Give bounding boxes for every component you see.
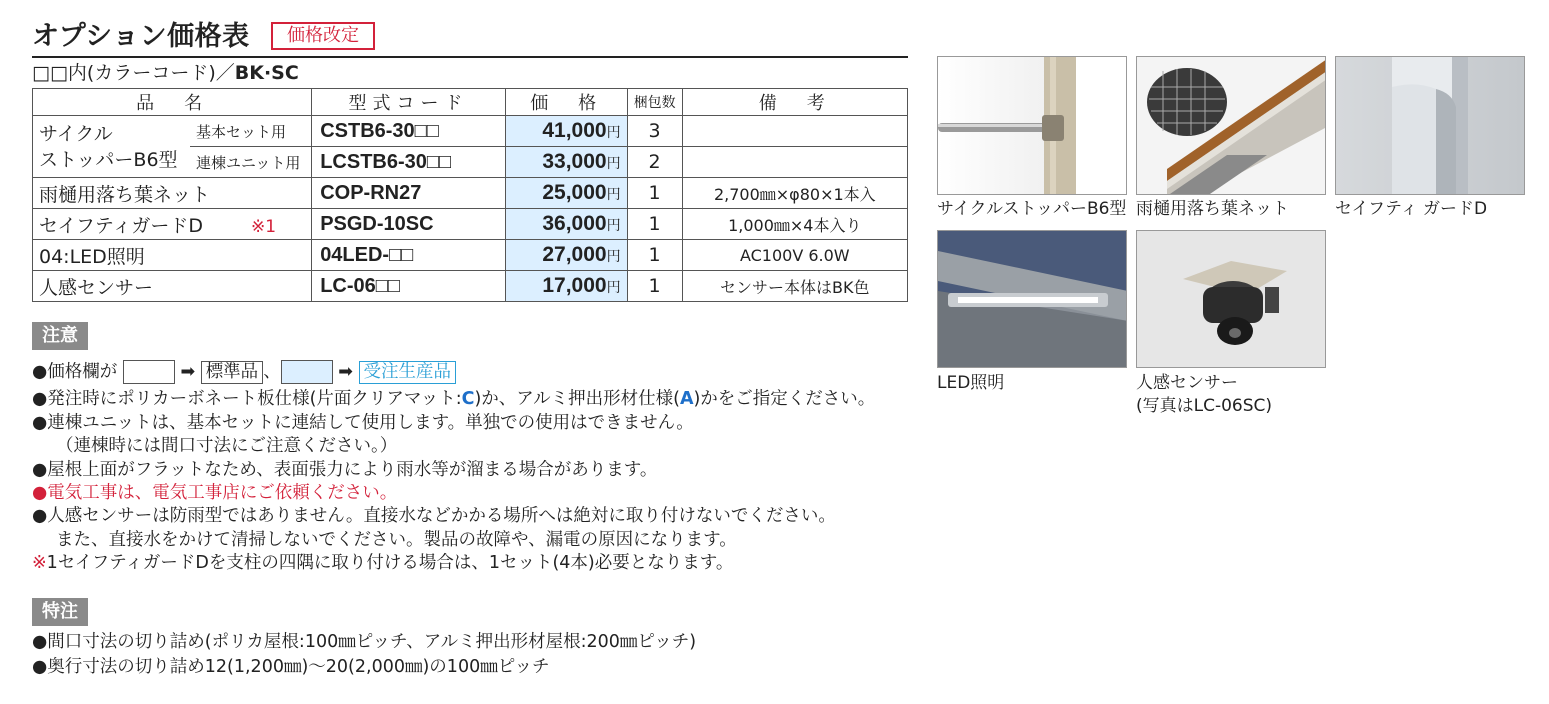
note-line bbox=[32, 388, 875, 411]
yen-unit: 円 bbox=[606, 249, 621, 265]
model-code: CSTB6-30□□ bbox=[312, 116, 506, 147]
caution-heading: 注意 bbox=[32, 322, 88, 350]
note-text: )かをご指定ください。 bbox=[693, 389, 876, 410]
product-name-cycle-stopper bbox=[33, 116, 191, 178]
color-code-line bbox=[32, 60, 299, 86]
price-value: 33,000 bbox=[542, 150, 607, 173]
pack-count: 2 bbox=[627, 147, 682, 178]
table-row bbox=[33, 116, 908, 147]
header-product-name: 品 名 bbox=[33, 89, 312, 116]
header-remarks: 備 考 bbox=[682, 89, 907, 116]
price-cell bbox=[505, 147, 627, 178]
note-line: ●連棟ユニットは、基本セットに連結して使用します。単独での使用はできません。 bbox=[32, 412, 694, 433]
page-title: オプション価格表 bbox=[32, 21, 250, 52]
pack-count: 3 bbox=[627, 116, 682, 147]
price-value: 36,000 bbox=[542, 212, 607, 235]
product-name: 04:LED照明 bbox=[33, 240, 312, 271]
table-row bbox=[33, 209, 908, 240]
legend-blue-box bbox=[281, 360, 333, 384]
note-line: ●屋根上面がフラットなため、表面張力により雨水等が溜まる場合があります。 bbox=[32, 459, 658, 480]
sub-name: 連棟ユニット用 bbox=[190, 147, 312, 178]
product-name-line1: サイクル bbox=[39, 122, 113, 145]
legend-separator: 、 bbox=[263, 362, 281, 382]
price-legend bbox=[32, 360, 875, 384]
pack-count: 1 bbox=[627, 209, 682, 240]
note-line: ●間口寸法の切り詰め(ポリカ屋根:100㎜ピッチ、アルミ押出形材屋根:200㎜ピッチ) bbox=[32, 632, 697, 652]
price-cell bbox=[505, 116, 627, 147]
photo-motion-sensor bbox=[1136, 230, 1326, 368]
color-code-value: BK·SC bbox=[234, 62, 299, 84]
price-value: 27,000 bbox=[542, 243, 607, 266]
caption-leaf-net: 雨樋用落ち葉ネット bbox=[1136, 199, 1289, 219]
legend-prefix: ●価格欄が bbox=[32, 362, 118, 382]
table-header-row bbox=[33, 89, 908, 116]
caption-safety-guard: セイフティ ガードD bbox=[1335, 199, 1488, 219]
note-line: （連棟時には間口寸法にご注意ください。） bbox=[56, 436, 398, 457]
yen-unit: 円 bbox=[606, 125, 621, 141]
price-cell bbox=[505, 209, 627, 240]
yen-unit: 円 bbox=[606, 187, 621, 203]
safety-guard-illustration bbox=[1336, 57, 1525, 195]
remark bbox=[682, 116, 907, 147]
table-row bbox=[33, 178, 908, 209]
note-line: ●奥行寸法の切り詰め12(1,200㎜)～20(2,000㎜)の100㎜ピッチ bbox=[32, 657, 550, 677]
remark: 2,700㎜×φ80×1本入 bbox=[682, 178, 907, 209]
note-line-footnote bbox=[32, 552, 875, 575]
table-row bbox=[33, 271, 908, 302]
remark: 1,000㎜×4本入り bbox=[682, 209, 907, 240]
note-line: また、直接水をかけて清掃しないでください。製品の故障や、漏電の原因になります。 bbox=[56, 529, 737, 550]
price-cell bbox=[505, 178, 627, 209]
note-text: )か、アルミ押出形材仕様( bbox=[474, 389, 680, 410]
remark: センサー本体はBK色 bbox=[682, 271, 907, 302]
note-line: ●人感センサーは防雨型ではありません。直接水などかかる場所へは絶対に取り付けないでください。 bbox=[32, 506, 836, 527]
model-code: PSGD-10SC bbox=[312, 209, 506, 240]
custom-order-heading: 特注 bbox=[32, 598, 88, 626]
note-text: ●発注時にポリカーボネート板仕様(片面クリアマット: bbox=[32, 389, 462, 410]
header-pack-count: 梱包数 bbox=[627, 89, 682, 116]
product-name: 人感センサー bbox=[33, 271, 312, 302]
price-revised-badge: 価格改定 bbox=[271, 22, 375, 50]
title-divider bbox=[32, 56, 908, 58]
pack-count: 1 bbox=[627, 178, 682, 209]
arrow-icon: ➡ bbox=[180, 362, 196, 382]
caption-motion-sensor bbox=[1136, 372, 1272, 418]
footnote-mark: ※1 bbox=[250, 216, 277, 237]
code-a: A bbox=[679, 389, 694, 410]
arrow-icon: ➡ bbox=[338, 362, 353, 382]
yen-unit: 円 bbox=[606, 156, 621, 172]
option-price-table bbox=[32, 88, 908, 302]
caption-cycle-stopper: サイクルストッパーB6型 bbox=[937, 199, 1127, 219]
photo-led-light bbox=[937, 230, 1127, 368]
led-light-illustration bbox=[938, 231, 1127, 368]
legend-made-to-order: 受注生産品 bbox=[359, 361, 457, 384]
legend-white-box bbox=[123, 360, 175, 384]
product-name-line2: ストッパーB6型 bbox=[39, 148, 178, 171]
table-row bbox=[33, 240, 908, 271]
product-name bbox=[33, 209, 312, 240]
leaf-net-illustration bbox=[1137, 57, 1326, 195]
pack-count: 1 bbox=[627, 240, 682, 271]
product-name-text: セイフティガードD bbox=[39, 214, 203, 237]
code-c: C bbox=[461, 389, 475, 410]
footnote-text: 1セイフティガードDを支柱の四隅に取り付ける場合は、1セット(4本)必要となります。 bbox=[46, 553, 734, 574]
caption-line: (写真はLC-06SC) bbox=[1136, 396, 1273, 416]
price-cell bbox=[505, 240, 627, 271]
model-code: 04LED-□□ bbox=[312, 240, 506, 271]
price-value: 41,000 bbox=[542, 119, 607, 142]
cycle-stopper-illustration bbox=[938, 57, 1127, 195]
price-value: 25,000 bbox=[542, 181, 607, 204]
price-value: 17,000 bbox=[542, 274, 607, 297]
color-code-label: □□内(カラーコード)／ bbox=[32, 62, 235, 84]
pack-count: 1 bbox=[627, 271, 682, 302]
header-price: 価 格 bbox=[505, 89, 627, 116]
caution-notes bbox=[32, 360, 875, 576]
legend-standard: 標準品 bbox=[201, 361, 264, 384]
model-code: LC-06□□ bbox=[312, 271, 506, 302]
note-line-warning: ●電気工事は、電気工事店にご依頼ください。 bbox=[32, 483, 398, 504]
model-code: LCSTB6-30□□ bbox=[312, 147, 506, 178]
price-cell bbox=[505, 271, 627, 302]
yen-unit: 円 bbox=[606, 218, 621, 234]
yen-unit: 円 bbox=[606, 280, 621, 296]
caption-line: 人感センサー bbox=[1136, 373, 1238, 393]
model-code: COP-RN27 bbox=[312, 178, 506, 209]
caption-led-light: LED照明 bbox=[937, 373, 1005, 393]
remark bbox=[682, 147, 907, 178]
motion-sensor-illustration bbox=[1137, 231, 1326, 368]
photo-cycle-stopper bbox=[937, 56, 1127, 195]
footnote-mark: ※ bbox=[32, 553, 47, 574]
photo-leaf-net bbox=[1136, 56, 1326, 195]
sub-name: 基本セット用 bbox=[190, 116, 312, 147]
remark: AC100V 6.0W bbox=[682, 240, 907, 271]
header-model-code: 型式コード bbox=[312, 89, 506, 116]
photo-safety-guard bbox=[1335, 56, 1525, 195]
custom-order-notes bbox=[32, 630, 696, 680]
product-name: 雨樋用落ち葉ネット bbox=[33, 178, 312, 209]
